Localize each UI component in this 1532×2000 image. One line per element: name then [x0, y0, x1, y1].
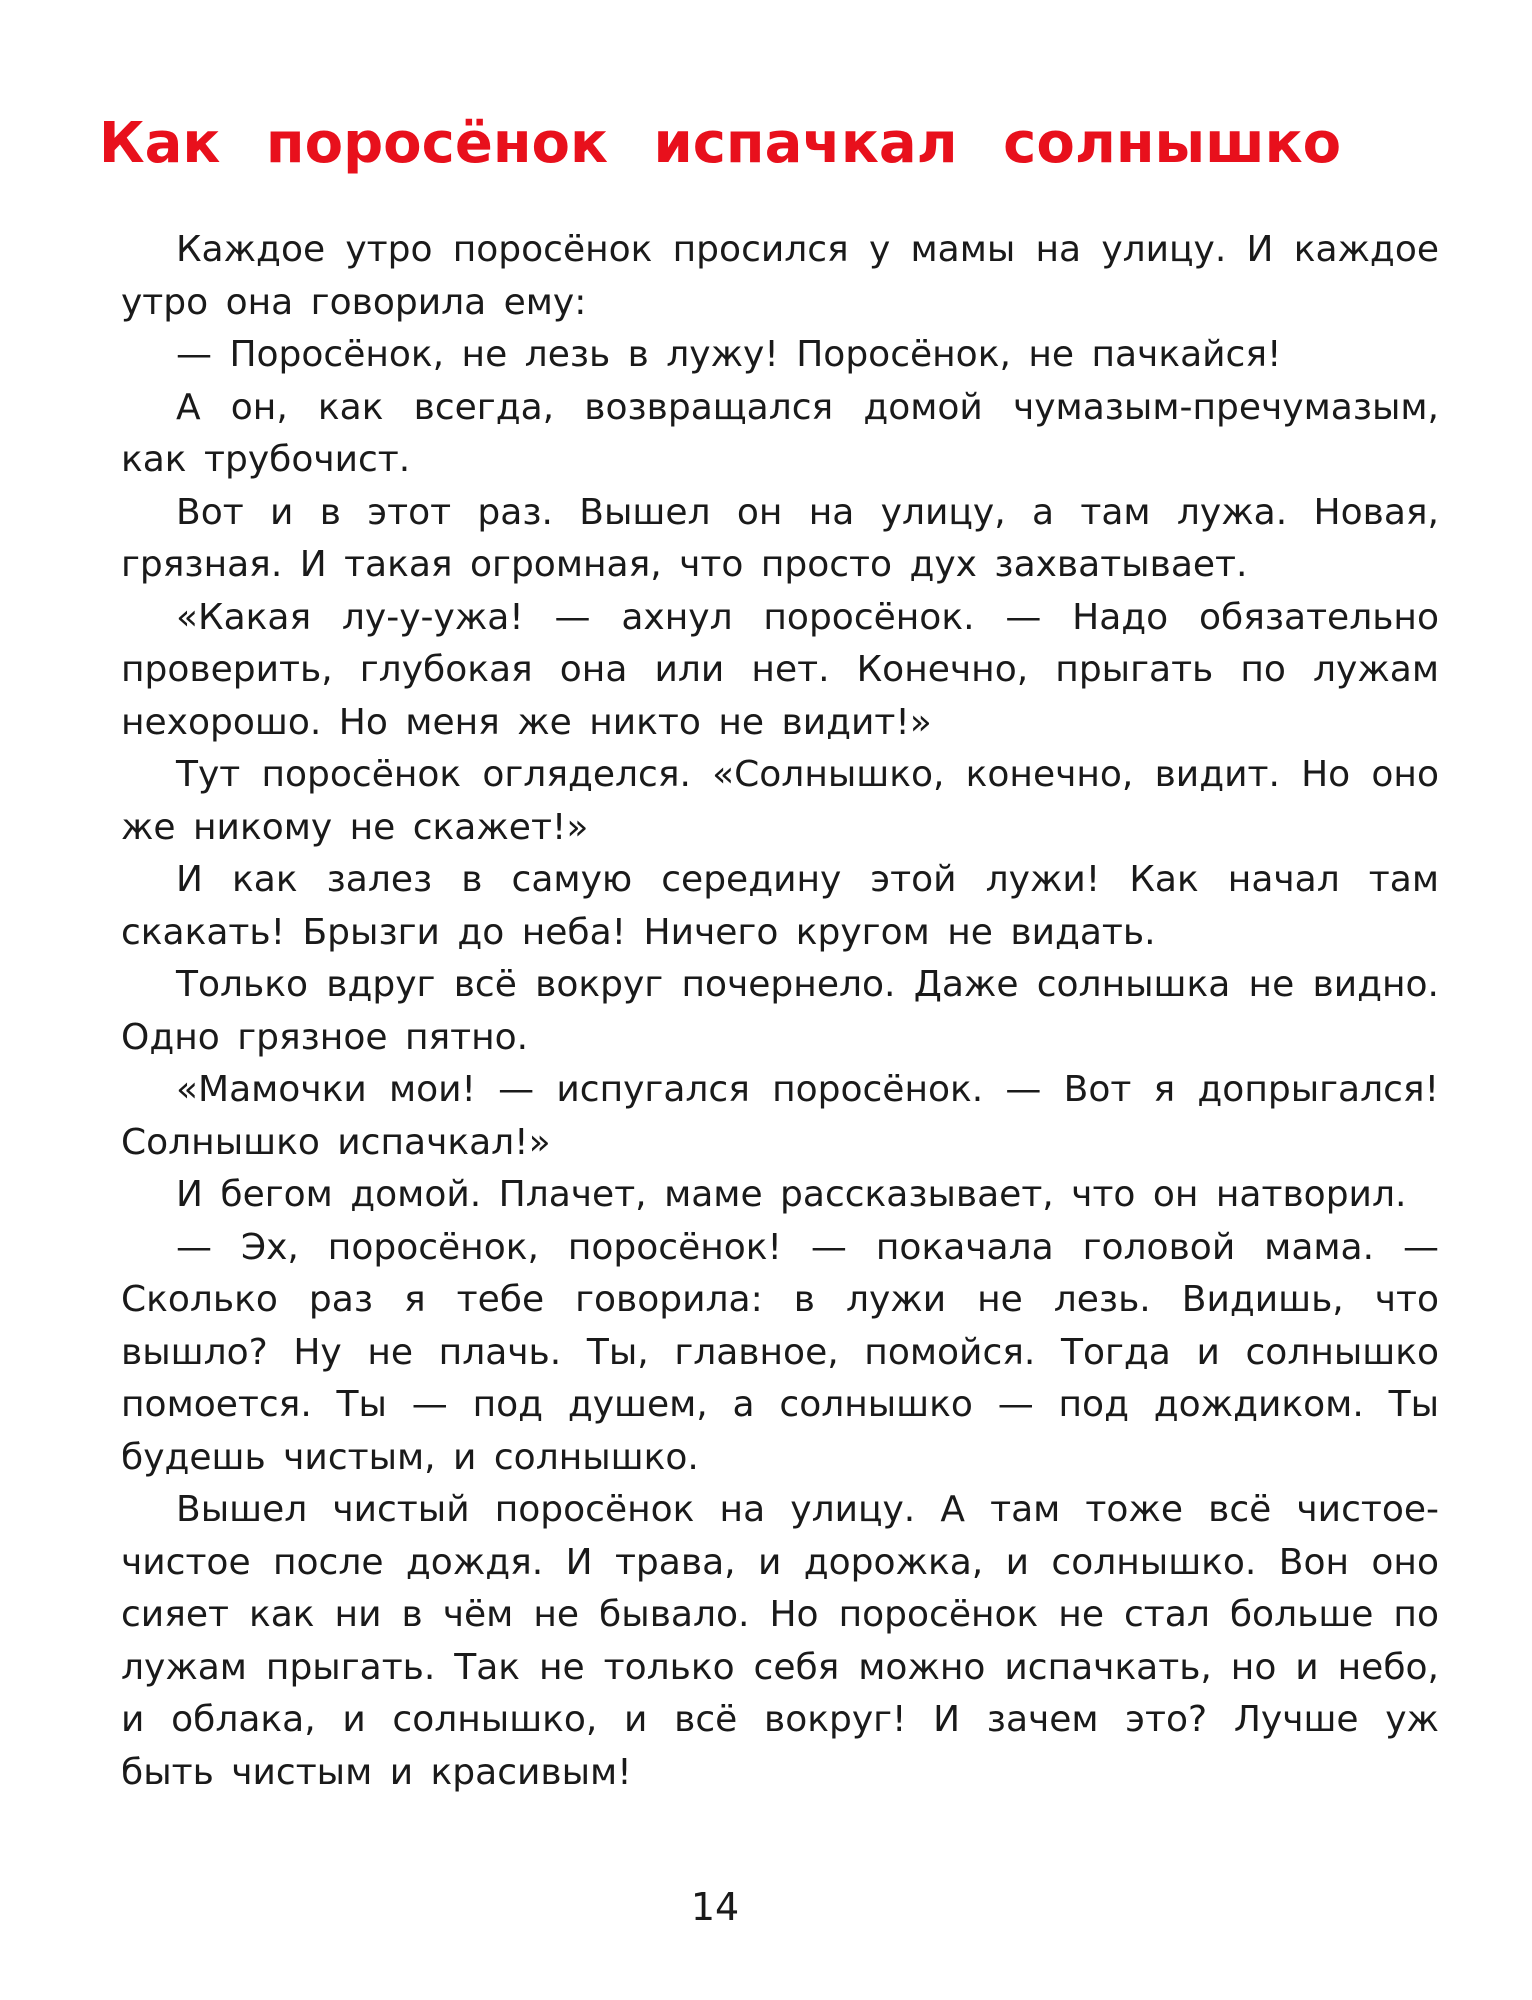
paragraph: — Поросёнок, не лезь в лужу! Поросёнок, не пачкайся! — [176, 334, 1282, 375]
paragraph: «Мамочки мои! — испугался поросёнок. — Вот я допрыгался! Солнышко испачкал!» — [121, 1069, 1439, 1163]
paragraph: И бегом домой. Плачет, маме рассказывает, что он натворил. — [176, 1174, 1407, 1215]
story-text — [121, 224, 1439, 1799]
paragraph: И как залез в самую середину этой лужи! Как начал там скакать! Брызги до неба! Ничего кругом не видать. — [121, 859, 1439, 953]
paragraph: Только вдруг всё вокруг почернело. Даже солнышка не видно. Одно грязное пятно. — [121, 964, 1439, 1058]
page-number: 14 — [690, 1885, 740, 1929]
paragraph: А он, как всегда, возвращался домой чумазым-пречумазым, как трубочист. — [121, 386, 1439, 480]
paragraph: — Эх, поросёнок, поросёнок! — покачала головой мама. — Сколько раз я тебе говорила: в лужи не лезь. Видишь, что вышло? Ну не плачь. Ты, главное, помойся. Тогда и солнышко помоется. Ты — под душем, а солнышко — под дождиком. Ты будешь чистым, и солнышко. — [121, 1226, 1439, 1478]
paragraph: Вот и в этот раз. Вышел он на улицу, а там лужа. Новая, грязная. И такая огромная, что просто дух захватывает. — [121, 491, 1439, 585]
paragraph: «Какая лу-у-ужа! — ахнул поросёнок. — Надо обязательно проверить, глубокая она или нет. Конечно, прыгать по лужам нехорошо. Но меня же никто не видит!» — [121, 596, 1439, 743]
paragraph: Вышел чистый поросёнок на улицу. А там тоже всё чистое-чистое после дождя. И трава, и дорожка, и солнышко. Вон оно сияет как ни в чём не бывало. Но поросёнок не стал больше по лужам прыгать. Так не только себя можно испачкать, но и небо, и облака, и солнышко, и всё вокруг! И зачем это? Лучше уж быть чистым и красивым! — [121, 1489, 1439, 1793]
paragraph: Тут поросёнок огляделся. «Солнышко, конечно, видит. Но оно же никому не скажет!» — [121, 754, 1439, 848]
story-title: Как поросёнок испачкал солнышко — [98, 111, 1342, 176]
paragraph: Каждое утро поросёнок просился у мамы на улицу. И каждое утро она говорила ему: — [121, 229, 1439, 323]
